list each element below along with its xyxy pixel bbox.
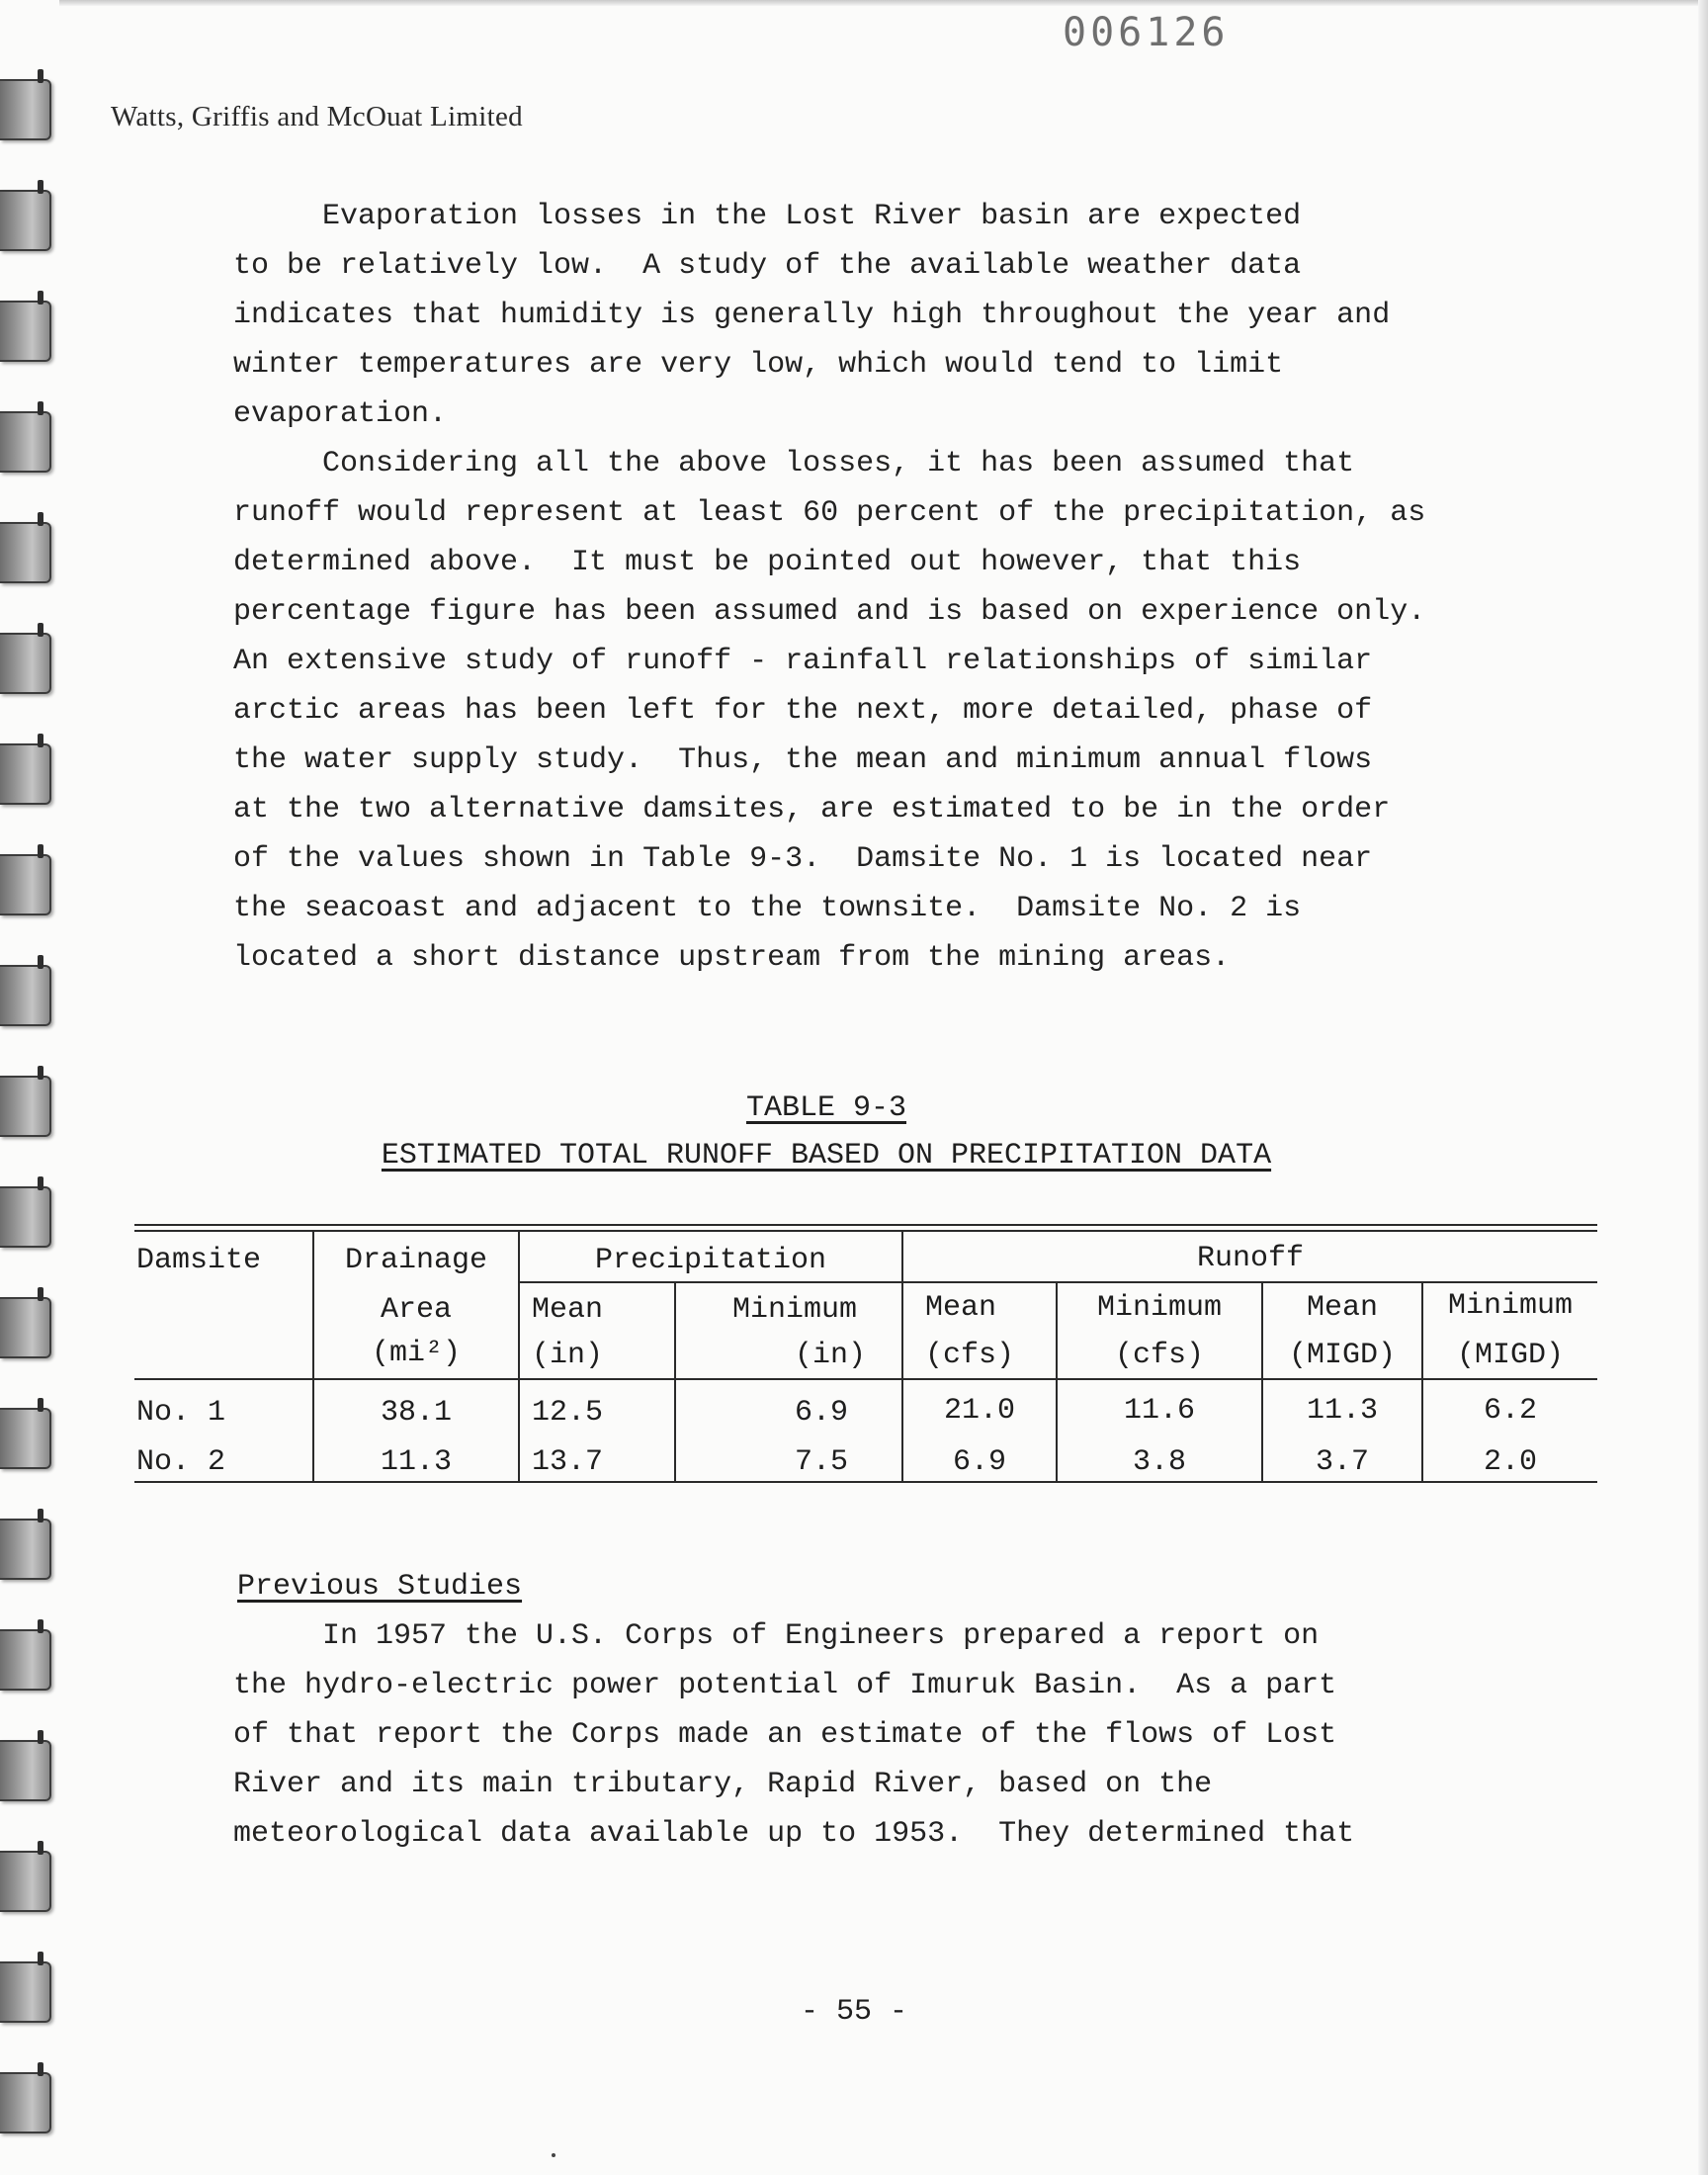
text-line: meteorological data available up to 1953. They determined that — [233, 1817, 1355, 1851]
text-line: the seacoast and adjacent to the townsite. Damsite No. 2 is — [233, 892, 1302, 925]
cell-runoff-mean-cfs: 21.0 — [943, 1394, 1015, 1428]
cell-runoff-min-cfs: 11.6 — [1123, 1394, 1195, 1428]
cell-runoff-mean-cfs: 6.9 — [952, 1445, 1006, 1479]
text-line: located a short distance upstream from the mining areas. — [233, 941, 1231, 975]
cell-drainage-area: 38.1 — [380, 1396, 452, 1430]
binding-ring — [0, 1408, 51, 1469]
header-damsite: Damsite — [136, 1244, 262, 1277]
header-runoff-min-migd-unit: (MIGD) — [1456, 1339, 1565, 1372]
cell-runoff-mean-migd: 3.7 — [1315, 1445, 1369, 1479]
text-line: of that report the Corps made an estimate of the flows of Lost — [233, 1718, 1337, 1752]
table-rule-top — [134, 1224, 1597, 1226]
page-right-edge — [1698, 0, 1708, 2175]
text-line: evaporation. — [233, 397, 448, 431]
text-line: runoff would represent at least 60 percent of the precipitation, as — [233, 496, 1426, 530]
text-line: Considering all the above losses, it has been assumed that — [233, 447, 1355, 480]
header-area: Area — [380, 1293, 452, 1327]
binding-ring — [0, 854, 51, 915]
binding-ring — [0, 743, 51, 805]
binding-ring — [0, 1186, 51, 1248]
header-runoff-min-migd: Minimum — [1447, 1289, 1574, 1323]
text-line: indicates that humidity is generally high throughout the year and — [233, 299, 1391, 332]
page-number: - 55 - — [800, 1995, 908, 2029]
table-rule-header — [134, 1378, 1597, 1380]
binding-ring — [0, 79, 51, 140]
table-number: TABLE 9-3 — [745, 1091, 907, 1125]
text-line: to be relatively low. A study of the available weather data — [233, 249, 1302, 283]
header-runoff-min-cfs: Minimum — [1096, 1291, 1223, 1325]
binding-ring — [0, 633, 51, 694]
binding-ring — [0, 522, 51, 583]
cell-damsite: No. 2 — [136, 1445, 226, 1479]
cell-precip-mean: 12.5 — [532, 1396, 604, 1430]
binding-ring — [0, 1629, 51, 1691]
cell-damsite: No. 1 — [136, 1396, 226, 1430]
header-precip-min-unit: (in) — [794, 1339, 866, 1372]
cell-precip-mean: 13.7 — [532, 1445, 604, 1479]
text-line: at the two alternative damsites, are estimated to be in the order — [233, 793, 1391, 826]
header-precip-min: Minimum — [731, 1293, 858, 1327]
cell-runoff-min-cfs: 3.8 — [1132, 1445, 1186, 1479]
binding-ring — [0, 411, 51, 473]
scan-speck — [552, 2153, 555, 2157]
runoff-table — [134, 1224, 1597, 1485]
binding-ring — [0, 1740, 51, 1801]
text-line: determined above. It must be pointed out however, that this — [233, 546, 1302, 579]
cell-runoff-mean-migd: 11.3 — [1306, 1394, 1378, 1428]
cell-runoff-min-migd: 2.0 — [1483, 1445, 1537, 1479]
header-runoff-mean-cfs: Mean — [925, 1291, 997, 1325]
header-runoff-mean-migd-unit: (MIGD) — [1288, 1339, 1397, 1372]
section-heading-previous-studies: Previous Studies — [237, 1570, 523, 1604]
binding-ring — [0, 2072, 51, 2133]
table-rule-bottom — [134, 1481, 1597, 1483]
binding-ring — [0, 1297, 51, 1358]
binding-ring — [0, 1076, 51, 1137]
text-line: the water supply study. Thus, the mean and minimum annual flows — [233, 743, 1373, 777]
table-rule-group — [518, 1281, 1597, 1283]
header-area-unit: (mi²) — [371, 1337, 461, 1370]
text-line: the hydro-electric power potential of Imuruk Basin. As a part — [233, 1669, 1337, 1702]
binding-ring — [0, 190, 51, 251]
header-runoff-min-cfs-unit: (cfs) — [1114, 1339, 1204, 1372]
header-precip-mean-unit: (in) — [532, 1339, 604, 1372]
binding-ring — [0, 1961, 51, 2023]
text-line: arctic areas has been left for the next, more detailed, phase of — [233, 694, 1373, 728]
binding-ring — [0, 301, 51, 362]
text-line: River and its main tributary, Rapid River, based on the — [233, 1768, 1213, 1801]
spiral-binding — [0, 0, 69, 2175]
header-drainage: Drainage — [344, 1244, 488, 1277]
header-precipitation: Precipitation — [594, 1244, 827, 1277]
document-number: 006126 — [1063, 10, 1230, 55]
header-precip-mean: Mean — [532, 1293, 604, 1327]
header-runoff-mean-migd: Mean — [1306, 1291, 1378, 1325]
cell-precip-min: 6.9 — [794, 1396, 848, 1430]
table-title: ESTIMATED TOTAL RUNOFF BASED ON PRECIPITATION DATA — [381, 1139, 1272, 1173]
header-runoff: Runoff — [1196, 1242, 1305, 1275]
binding-ring — [0, 1851, 51, 1912]
text-line: Evaporation losses in the Lost River basin are expected — [233, 200, 1302, 233]
binding-ring — [0, 965, 51, 1026]
text-line: of the values shown in Table 9-3. Damsite No. 1 is located near — [233, 842, 1373, 876]
page-top-edge — [59, 0, 1708, 6]
text-line: percentage figure has been assumed and is based on experience only. — [233, 595, 1426, 629]
letterhead: Watts, Griffis and McOuat Limited — [111, 101, 523, 132]
text-line: An extensive study of runoff - rainfall relationships of similar — [233, 645, 1373, 678]
binding-ring — [0, 1519, 51, 1580]
table-rule-top-double — [134, 1230, 1597, 1232]
table-col-divider — [674, 1281, 676, 1483]
cell-drainage-area: 11.3 — [380, 1445, 452, 1479]
cell-runoff-min-migd: 6.2 — [1483, 1394, 1537, 1428]
text-line: In 1957 the U.S. Corps of Engineers prepared a report on — [233, 1619, 1320, 1653]
cell-precip-min: 7.5 — [794, 1445, 848, 1479]
header-runoff-mean-cfs-unit: (cfs) — [925, 1339, 1015, 1372]
text-line: winter temperatures are very low, which would tend to limit — [233, 348, 1284, 382]
